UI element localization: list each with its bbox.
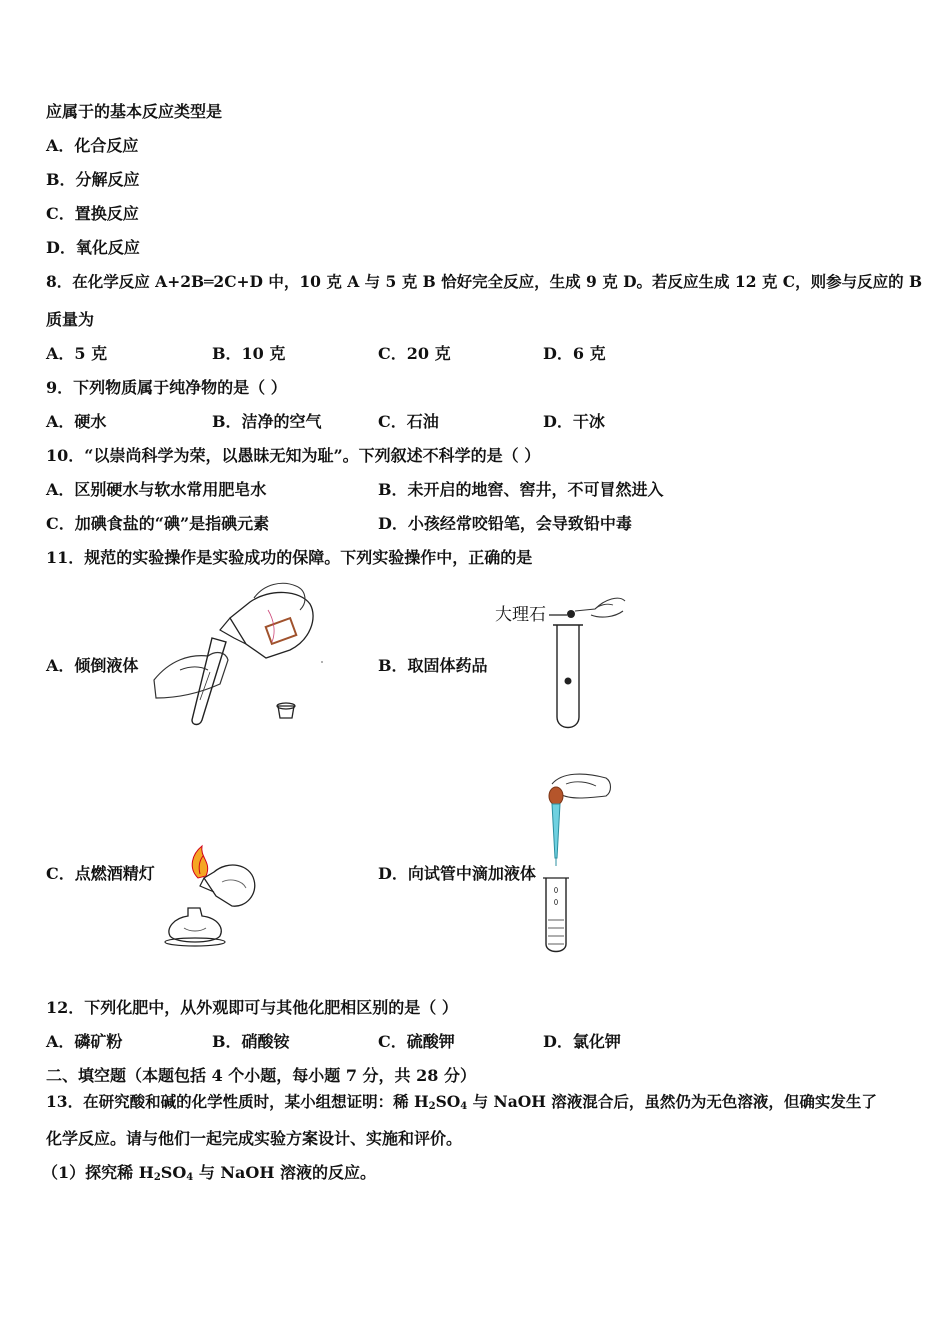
q10-option-b: B．未开启的地窖、窖井，不可冒然进入 [378, 480, 664, 499]
q13-stem-line2: 化学反应。请与他们一起完成实验方案设计、实施和评价。 [46, 1129, 463, 1148]
q7-tail: 应属于的基本反应类型是 [46, 102, 223, 121]
q13-stem-line1: 13．在研究酸和碱的化学性质时，某小组想证明：稀 $H_2SO_4$ 与 NaOH 溶液混合后，虽然仍为无色溶液，但确实发生了 [46, 1092, 877, 1112]
q7-option-a: A．化合反应 [46, 136, 139, 155]
q11-option-b: B．取固体药品 [378, 656, 488, 675]
q12-stem: 12．下列化肥中，从外观即可与其他化肥相区别的是（ ） [46, 998, 458, 1017]
q10-option-d: D．小孩经常咬铅笔，会导致铅中毒 [378, 514, 632, 533]
q11-stem: 11．规范的实验操作是实验成功的保障。下列实验操作中，正确的是 [46, 548, 533, 567]
q7-option-c: C．置换反应 [46, 204, 139, 223]
q9-option-c: C．石油 [378, 412, 439, 431]
q11-option-d: D．向试管中滴加液体 [378, 864, 536, 883]
q11-option-a: A．倾倒液体 [46, 656, 139, 675]
q12-option-c: C．硫酸钾 [378, 1032, 455, 1051]
q8-stem-line2: 质量为 [46, 310, 95, 329]
q10-option-c: C．加碘食盐的“碘”是指碘元素 [46, 514, 270, 533]
q12-option-a: A．磷矿粉 [46, 1032, 123, 1051]
section-2-heading: 二、填空题（本题包括 4 个小题，每小题 7 分，共 28 分） [46, 1066, 476, 1085]
q7-option-b: B．分解反应 [46, 170, 140, 189]
q8-option-d: D．6 克 [543, 344, 606, 363]
q10-option-a: A．区别硬水与软水常用肥皂水 [46, 480, 267, 499]
q10-stem: 10．“以崇尚科学为荣，以愚昧无知为耻”。下列叙述不科学的是（ ） [46, 446, 541, 465]
figure-alcohol-lamp [158, 842, 268, 952]
q9-option-d: D．干冰 [543, 412, 605, 431]
q13-subquestion-1: （1）探究稀 $H_2SO_4$ 与 NaOH 溶液的反应。 [42, 1163, 377, 1183]
label-marble: 大理石 [495, 605, 546, 625]
q12-option-b: B．硝酸铵 [212, 1032, 290, 1051]
q8-option-c: C．20 克 [378, 344, 451, 363]
q7-option-d: D．氧化反应 [46, 238, 140, 257]
q8-stem-line1: 8．在化学反应 A+2B═2C+D 中，10 克 A 与 5 克 B 恰好完全反应，生成 9 克 D。若反应生成 12 克 C，则参与反应的 B [46, 272, 923, 291]
q9-stem: 9．下列物质属于纯净物的是（ ） [46, 378, 287, 397]
q8-option-b: B．10 克 [212, 344, 286, 363]
figure-solid-reagent [495, 585, 635, 735]
q12-option-d: D．氯化钾 [543, 1032, 621, 1051]
q11-option-c: C．点燃酒精灯 [46, 864, 155, 883]
figure-dropper [540, 770, 620, 960]
figure-pouring-liquid [150, 580, 330, 730]
q9-option-b: B．洁净的空气 [212, 412, 322, 431]
q8-option-a: A．5 克 [46, 344, 108, 363]
q9-option-a: A．硬水 [46, 412, 107, 431]
